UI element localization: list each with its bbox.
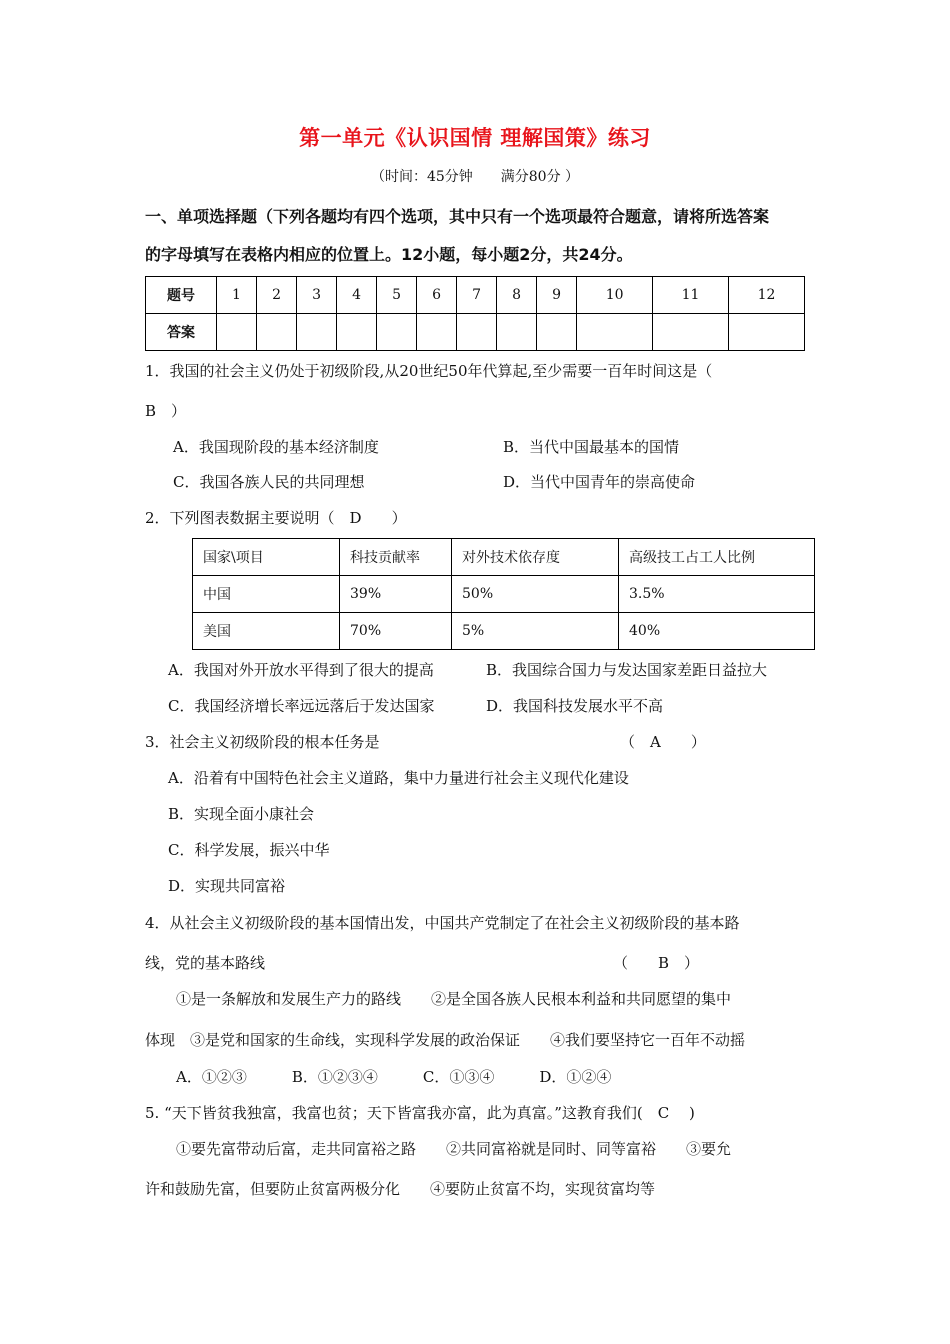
q3-option-c: C．科学发展，振兴中华 — [168, 841, 330, 859]
q4-item-line1: ①是一条解放和发展生产力的路线 ②是全国各族人民根本利益和共同愿望的集中 — [176, 990, 732, 1008]
header-cell: 高级技工占工人比例 — [619, 539, 815, 576]
q1-option-d: D．当代中国青年的崇高使命 — [503, 473, 696, 491]
section-heading-line2: 的字母填写在表格内相应的位置上。12小题，每小题2分，共24分。 — [145, 245, 633, 264]
answer-table — [145, 276, 805, 351]
answer-cell[interactable] — [377, 314, 417, 351]
q3-option-b: B．实现全面小康社会 — [168, 805, 315, 823]
question-number: 7 — [457, 277, 497, 314]
q3-stem: 3．社会主义初级阶段的根本任务是 — [145, 733, 380, 751]
table-cell: 39% — [340, 576, 452, 613]
q1-stem: 1．我国的社会主义仍处于初级阶段,从20世纪50年代算起,至少需要一百年时间这是（ — [145, 362, 713, 380]
q4-stem: 4．从社会主义初级阶段的基本国情出发，中国共产党制定了在社会主义初级阶段的基本路 — [145, 914, 740, 932]
q1-option-c: C．我国各族人民的共同理想 — [173, 473, 365, 491]
table-cell: 中国 — [193, 576, 340, 613]
q5-item-line1: ①要先富带动后富，走共同富裕之路 ②共同富裕就是同时、同等富裕 ③要允 — [176, 1140, 732, 1158]
data-table-header-row — [193, 539, 815, 576]
answer-cell[interactable] — [729, 314, 805, 351]
table-row — [193, 613, 815, 650]
answer-cell[interactable] — [577, 314, 653, 351]
page-title: 第一单元《认识国情 理解国策》练习 — [299, 126, 651, 150]
table-cell: 70% — [340, 613, 452, 650]
q4-stem-cont: 线，党的基本路线 — [145, 954, 266, 972]
question-number: 8 — [497, 277, 537, 314]
question-number: 11 — [653, 277, 729, 314]
answer-cell[interactable] — [337, 314, 377, 351]
q2-option-b: B．我国综合国力与发达国家差距日益拉大 — [486, 661, 768, 679]
q1-option-b: B．当代中国最基本的国情 — [503, 438, 680, 456]
table-cell: 50% — [452, 576, 619, 613]
q4-answer: （ B ） — [613, 954, 700, 972]
header-cell: 对外技术依存度 — [452, 539, 619, 576]
number-label: 题号 — [146, 277, 217, 314]
section-heading-line1: 一、单项选择题（下列各题均有四个选项，其中只有一个选项最符合题意，请将所选答案 — [145, 207, 770, 226]
exam-info: （时间：45分钟 满分80分 ） — [370, 169, 580, 185]
q1-option-a: A．我国现阶段的基本经济制度 — [173, 438, 379, 456]
answer-table-answer-row — [146, 314, 805, 351]
question-number: 4 — [337, 277, 377, 314]
q1-stem-cont: B ） — [145, 402, 187, 420]
answer-cell[interactable] — [457, 314, 497, 351]
header-cell: 科技贡献率 — [340, 539, 452, 576]
question-number: 3 — [297, 277, 337, 314]
answer-table-number-row — [146, 277, 805, 314]
table-row — [193, 576, 815, 613]
answer-cell[interactable] — [537, 314, 577, 351]
question-number: 9 — [537, 277, 577, 314]
data-table — [192, 538, 815, 650]
q5-item-line2: 许和鼓励先富，但要防止贫富两极分化 ④要防止贫富不均，实现贫富均等 — [145, 1180, 656, 1198]
answer-cell[interactable] — [497, 314, 537, 351]
q2-option-c: C．我国经济增长率远远落后于发达国家 — [168, 697, 435, 715]
question-number: 2 — [257, 277, 297, 314]
question-number: 6 — [417, 277, 457, 314]
answer-cell[interactable] — [257, 314, 297, 351]
q3-answer: （ A ） — [620, 733, 706, 751]
answer-cell[interactable] — [653, 314, 729, 351]
question-number: 5 — [377, 277, 417, 314]
question-number: 1 — [217, 277, 257, 314]
header-cell: 国家\项目 — [193, 539, 340, 576]
answer-cell[interactable] — [417, 314, 457, 351]
answer-label: 答案 — [146, 314, 217, 351]
question-number: 12 — [729, 277, 805, 314]
answer-cell[interactable] — [217, 314, 257, 351]
q4-item-line2: 体现 ③是党和国家的生命线，实现科学发展的政治保证 ④我们要坚持它一百年不动摇 — [145, 1031, 746, 1049]
q2-option-d: D．我国科技发展水平不高 — [486, 697, 664, 715]
q3-option-d: D．实现共同富裕 — [168, 877, 286, 895]
q4-options: A．①②③ B．①②③④ C．①③④ D．①②④ — [176, 1068, 612, 1086]
q5-stem: 5. “天下皆贫我独富，我富也贫；天下皆富我亦富，此为真富。”这教育我们( C ) — [145, 1104, 695, 1122]
question-number: 10 — [577, 277, 653, 314]
table-cell: 40% — [619, 613, 815, 650]
table-cell: 5% — [452, 613, 619, 650]
q3-option-a: A．沿着有中国特色社会主义道路，集中力量进行社会主义现代化建设 — [168, 769, 629, 787]
table-cell: 3.5% — [619, 576, 815, 613]
q2-stem: 2．下列图表数据主要说明（ D ） — [145, 509, 407, 527]
answer-cell[interactable] — [297, 314, 337, 351]
q2-option-a: A．我国对外开放水平得到了很大的提高 — [168, 661, 434, 679]
table-cell: 美国 — [193, 613, 340, 650]
